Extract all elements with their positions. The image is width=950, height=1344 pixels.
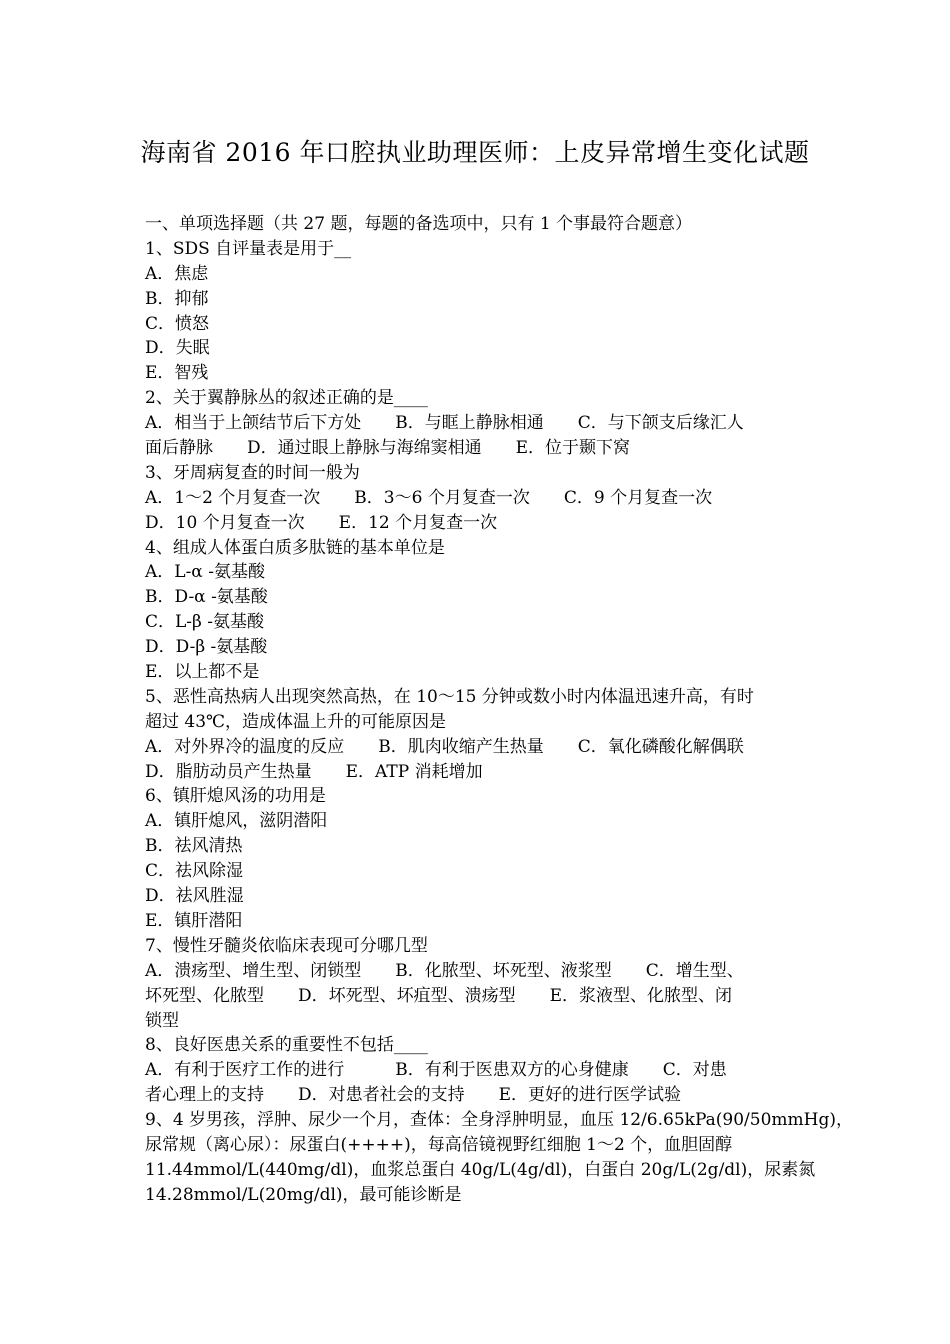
question-stem: 8、良好医患关系的重要性不包括____ bbox=[145, 1035, 428, 1056]
question-stem: 2、关于翼静脉丛的叙述正确的是____ bbox=[145, 388, 428, 409]
option-line: D．D-β -氨基酸 bbox=[145, 637, 268, 658]
question-stem-continued: 14.28mmol/L(20mg/dl)，最可能诊断是 bbox=[145, 1184, 462, 1205]
option-line: D．失眠 bbox=[145, 338, 210, 359]
option-line: C．L-β -氨基酸 bbox=[145, 612, 265, 633]
option-line: E．以上都不是 bbox=[145, 662, 260, 683]
question-stem: 3、牙周病复查的时间一般为 bbox=[145, 462, 360, 483]
option-line: A．溃疡型、增生型、闭锁型 B．化脓型、坏死型、液浆型 C．增生型、 bbox=[145, 960, 744, 981]
question-stem: 6、镇肝熄风汤的功用是 bbox=[145, 786, 326, 807]
option-line: A．焦虑 bbox=[145, 263, 209, 284]
option-line: A．L-α -氨基酸 bbox=[145, 562, 265, 583]
option-line: C．祛风除湿 bbox=[145, 861, 244, 882]
question-stem-continued: 11.44mmol/L(440mg/dl)，血浆总蛋白 40g/L(4g/dl)，白蛋白 20g/L(2g/dl)，尿素氮 bbox=[145, 1159, 816, 1180]
question-list bbox=[145, 212, 853, 1208]
section-header: 一、单项选择题（共 27 题，每题的备选项中，只有 1 个事最符合题意） bbox=[145, 214, 693, 234]
option-line: B．D-α -氨基酸 bbox=[145, 587, 268, 608]
option-line: A．相当于上颌结节后下方处 B．与眶上静脉相通 C．与下颌支后缘汇人 bbox=[145, 413, 744, 434]
option-line: B．祛风清热 bbox=[145, 836, 243, 857]
question-stem: 1、SDS 自评量表是用于__ bbox=[145, 238, 352, 259]
question-stem-continued: 尿常规（离心尿）：尿蛋白(++++)，每高倍镜视野红细胞 1～2 个，血胆固醇 bbox=[145, 1134, 733, 1155]
option-line: D．10 个月复查一次 E．12 个月复查一次 bbox=[145, 512, 498, 533]
page-title: 海南省 2016 年口腔执业助理医师：上皮异常增生变化试题 bbox=[140, 138, 810, 167]
question-stem: 7、慢性牙髓炎依临床表现可分哪几型 bbox=[145, 935, 428, 956]
question-stem: 9、4 岁男孩，浮肿、尿少一个月，查体：全身浮肿明显，血压 12/6.65kPa(90/50mmHg)， bbox=[145, 1110, 853, 1131]
question-stem-continued: 超过 43℃，造成体温上升的可能原因是 bbox=[145, 711, 447, 732]
option-line: D．祛风胜湿 bbox=[145, 886, 244, 907]
option-line: 锁型 bbox=[145, 1010, 179, 1031]
option-line: A．1～2 个月复查一次 B．3～6 个月复查一次 C．9 个月复查一次 bbox=[145, 487, 713, 508]
option-line: A．有利于医疗工作的进行 B．有利于医患双方的心身健康 C．对患 bbox=[145, 1060, 727, 1081]
option-line: B．抑郁 bbox=[145, 288, 209, 309]
option-line: 坏死型、化脓型 D．坏死型、坏疽型、溃疡型 E．浆液型、化脓型、闭 bbox=[145, 985, 733, 1006]
option-line: E．智残 bbox=[145, 363, 209, 384]
option-line: 者心理上的支持 D．对患者社会的支持 E．更好的进行医学试验 bbox=[145, 1085, 682, 1106]
option-line: 面后静脉 D．通过眼上静脉与海绵窦相通 E．位于颞下窝 bbox=[145, 438, 631, 459]
option-line: E．镇肝潜阳 bbox=[145, 910, 243, 931]
option-line: A．镇肝熄风，滋阴潜阳 bbox=[145, 811, 328, 832]
option-line: D．脂肪动员产生热量 E．ATP 消耗增加 bbox=[145, 761, 483, 782]
question-stem: 4、组成人体蛋白质多肽链的基本单位是 bbox=[145, 537, 445, 558]
question-stem: 5、恶性高热病人出现突然高热，在 10～15 分钟或数小时内体温迅速升高，有时 bbox=[145, 686, 754, 707]
option-line: C．愤怒 bbox=[145, 313, 210, 334]
option-line: A．对外界冷的温度的反应 B．肌肉收缩产生热量 C．氧化磷酸化解偶联 bbox=[145, 736, 744, 757]
